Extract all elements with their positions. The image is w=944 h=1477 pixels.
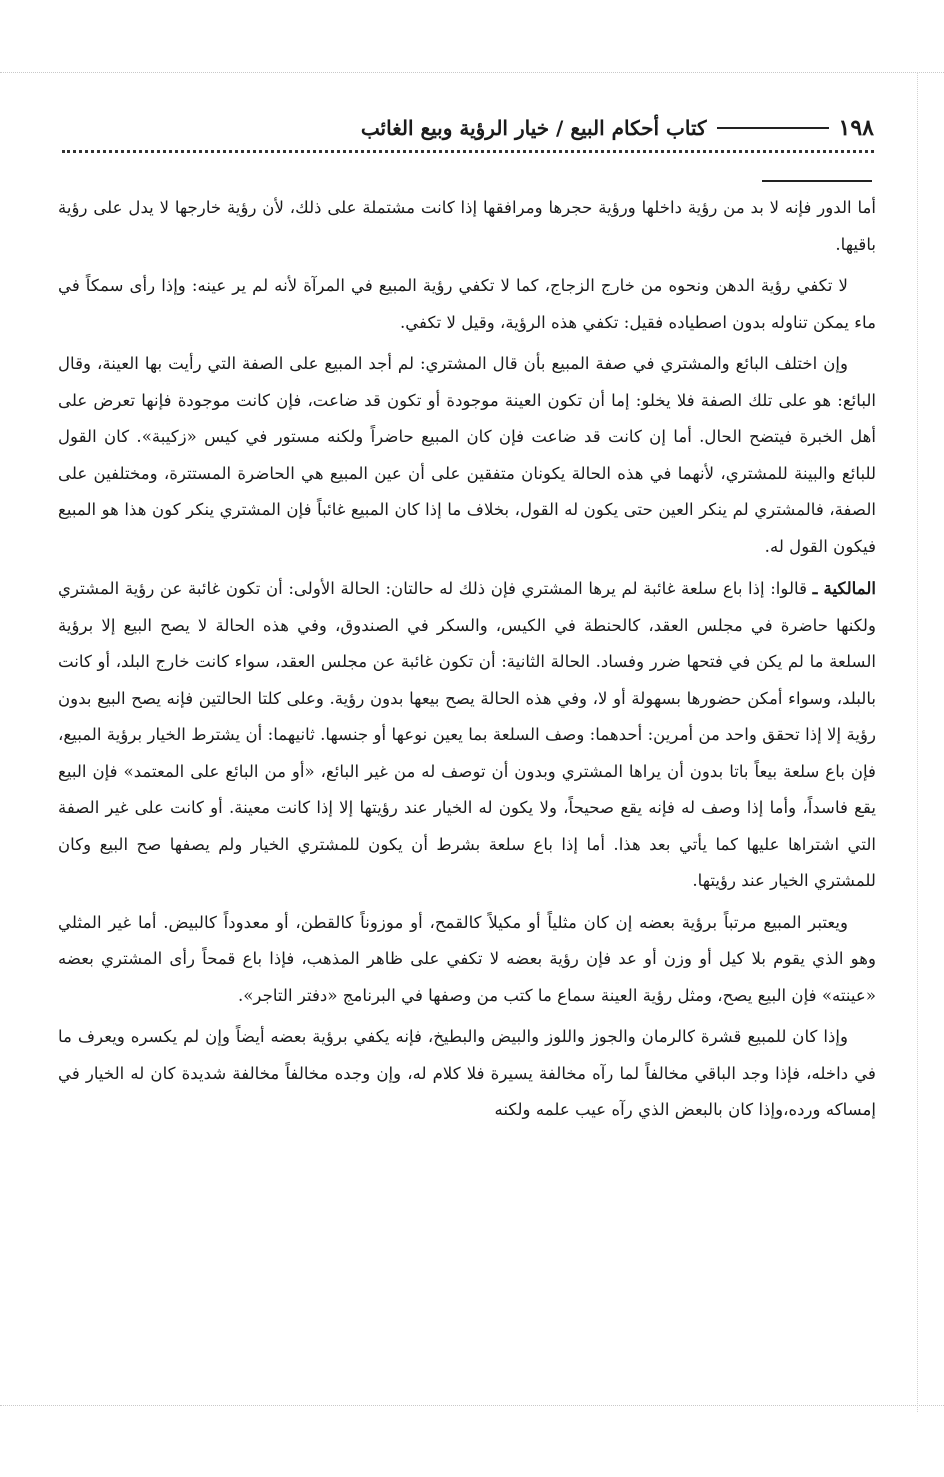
paragraph-text: قالوا: إذا باع سلعة غائبة لم يرها المشتري فإن ذلك له حالتان: الحالة الأولى: أن تكون غائبة عن رؤية المشتري ولكنها حاضرة في مجلس العقد، كالحنطة في الكيس، والسكر في الصندوق، وفي هذه الحالة لا يصح البيع إلا برؤية السلعة ما لم يكن في فتحها ضرر وفساد. الحالة الثانية: أن تكون غائبة عن مجلس العقد، سواء كانت خارج البلد، أو كانت بالبلد، وسواء أمكن حضورها بسهولة أو لا، وفي هذه الحالة يصح بيعها بدون رؤية. وعلى كلتا الحالتين فإنه يصح البيع بدون رؤية إلا إذا تحقق واحد من أمرين: أحدهما: وصف السلعة بما يعين نوعها أو جنسها. ثانيهما: أن يشترط الخيار برؤية المبيع، فإن باع سلعة بيعاً باتا بدون أن يراها المشتري وبدون أن توصف له من غير البائع، «أو من البائع على المعتمد» فإن البيع يقع فاسداً، وأما إذا وصف له فإنه يقع صحيحاً، ولا يكون له الخيار عند رؤيتها إلا إذا كانت معينة. أو كانت على غير الصفة التي اشتراها عليها كما يأتي بعد هذا. أما إذا باع سلعة بشرط أن يكون للمشتري الخيار ولم يصفها صح البيع وكان للمشتري الخيار عند رؤيتها. [58,579,876,890]
paragraph-text: وإن اختلف البائع والمشتري في صفة المبيع بأن قال المشتري: لم أجد المبيع على الصفة التي رأيت بها العينة، وقال البائع: هو على تلك الصفة فلا يخلو: إما أن تكون العينة موجودة أو تكون قد ضاعت، فإن كانت موجودة فإنها تعرض على أهل الخبرة فيتضح الحال. أما إن كانت قد ضاعت فإن كان المبيع حاضراً ولكنه مستور في كيس «زكيبة». كان القول للبائع والبينة للمشتري، لأنهما في هذه الحالة يكونان متفقين على أن عين المبيع هي الحاضرة المستترة، ومختلفين على الصفة، فالمشتري لم ينكر العين حتى يكون له القول، بخلاف ما إذا كان المبيع غائباً فإن المشتري ينكر كون هذا هو المبيع فيكون القول له. [58,354,876,556]
paragraph [58,346,876,565]
header-dotted-rule [62,150,874,157]
paragraph-text: ويعتبر المبيع مرتباً برؤية بعضه إن كان مثلياً أو مكيلاً كالقمح، أو موزوناً كالقطن، أو معدوداً كالبيض. أما غير المثلي وهو الذي يقوم بلا كيل أو وزن أو عد فإن رؤية بعضه لا تكفي على ظاهر المذهب، فإذا باع قمحاً رأى المشتري بعضه «عينته» فإن البيع يصح، ومثل رؤية العينة سماع ما كتب من وصفها في البرنامج «دفتر التاجر». [58,912,876,1005]
paragraph [58,1019,876,1129]
page-header [62,108,874,148]
paragraph-text: لا تكفي رؤية الدهن ونحوه من خارج الزجاج، كما لا تكفي رؤية المبيع في المرآة لأنه لم ير عينه: وإذا رأى سمكاً في ماء يمكن تناوله بدون اصطياده فقيل: تكفي هذه الرؤية، وقيل لا تكفي. [58,276,876,332]
paragraph-text: وإذا كان للمبيع قشرة كالرمان والجوز واللوز والبيض والبطيخ، فإنه يكفي برؤية بعضه أيضاً وإن لم يكسره ويعرف ما في داخله، فإذا وجد الباقي مخالفاً لما رآه مخالفة يسيرة فلا كلام له، وإن وجده مخالفاً مخالفة شديدة كان له الخيار في إمساكه ورده،وإذا كان بالبعض الذي رآه عيب علمه ولكنه [58,1027,876,1119]
page-edge-top [0,72,944,79]
page-edge-bottom [0,1405,944,1412]
header-rule [717,127,829,129]
paragraph [58,268,876,341]
paragraph-text: أما الدور فإنه لا بد من رؤية داخلها ورؤية حجرها ومرافقها إذا كانت مشتملة على ذلك، لأن رؤية خارجها لا يدل على رؤية باقيها. [58,198,876,254]
text-start-rule [762,180,872,182]
paragraph [58,190,876,263]
paragraph [58,905,876,1015]
school-heading: المالكية ـ [812,578,876,598]
running-title: كتاب أحكام البيع / خيار الرؤية وبيع الغائب [360,116,707,140]
page-number: ١٩٨ [838,115,874,141]
body-text [58,190,876,1134]
page-edge-right [915,72,918,1412]
paragraph [58,570,876,900]
